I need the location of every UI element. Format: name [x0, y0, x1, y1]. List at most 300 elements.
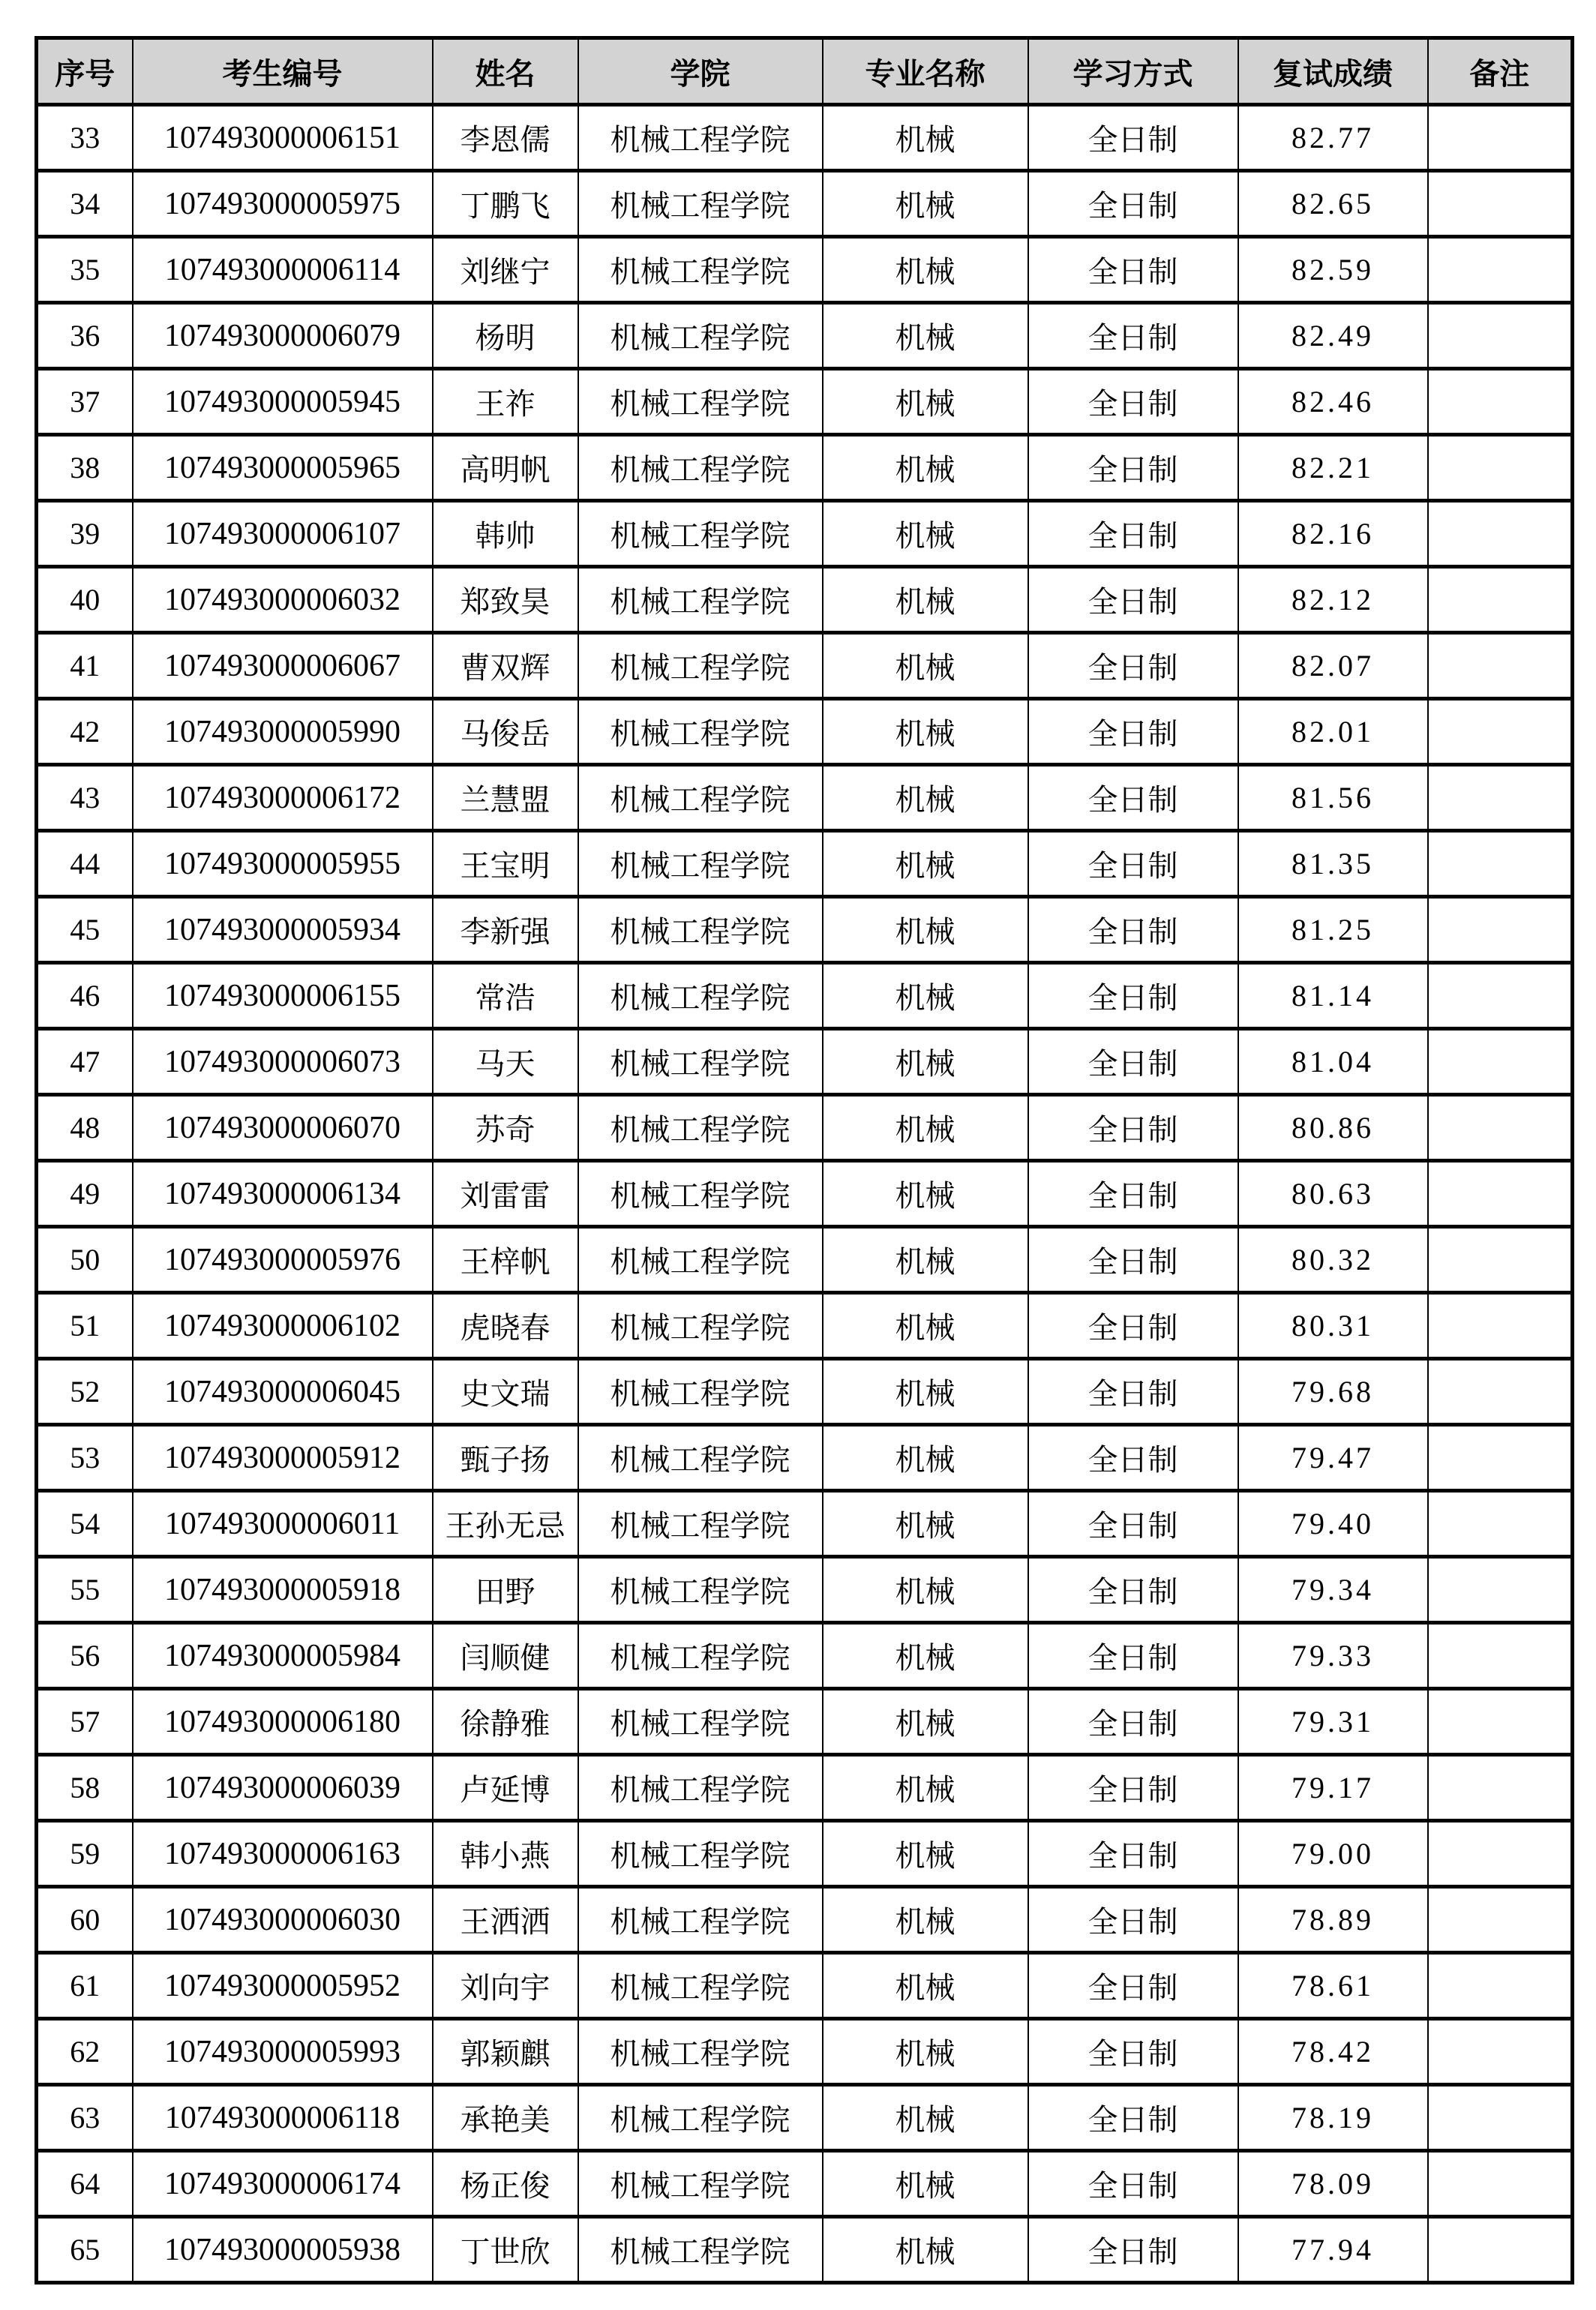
cell-college: 机械工程学院 [578, 105, 823, 171]
cell-score: 79.31 [1238, 1689, 1428, 1755]
cell-score: 82.49 [1238, 303, 1428, 369]
cell-study-mode: 全日制 [1028, 1029, 1238, 1095]
col-header-study-mode: 学习方式 [1028, 38, 1238, 105]
cell-study-mode: 全日制 [1028, 1095, 1238, 1161]
cell-name: 兰慧盟 [433, 765, 578, 831]
table-row [37, 1095, 1573, 1161]
cell-college: 机械工程学院 [578, 1557, 823, 1623]
cell-study-mode: 全日制 [1028, 1425, 1238, 1491]
table-row [37, 567, 1573, 633]
cell-remarks [1428, 2019, 1573, 2085]
cell-major: 机械 [823, 501, 1028, 567]
cell-remarks [1428, 633, 1573, 699]
cell-candidate-id: 107493000006030 [133, 1887, 433, 1953]
table-row [37, 237, 1573, 303]
cell-name: 徐静雅 [433, 1689, 578, 1755]
table-row [37, 1623, 1573, 1689]
table-row [37, 1953, 1573, 2019]
cell-score: 82.01 [1238, 699, 1428, 765]
cell-index: 53 [37, 1425, 133, 1491]
cell-college: 机械工程学院 [578, 1227, 823, 1293]
col-header-index: 序号 [37, 38, 133, 105]
cell-major: 机械 [823, 237, 1028, 303]
cell-index: 37 [37, 369, 133, 435]
cell-remarks [1428, 2085, 1573, 2151]
cell-major: 机械 [823, 831, 1028, 897]
cell-candidate-id: 107493000005945 [133, 369, 433, 435]
cell-college: 机械工程学院 [578, 2019, 823, 2085]
cell-study-mode: 全日制 [1028, 2217, 1238, 2283]
cell-college: 机械工程学院 [578, 1755, 823, 1821]
cell-study-mode: 全日制 [1028, 567, 1238, 633]
cell-index: 64 [37, 2151, 133, 2217]
cell-college: 机械工程学院 [578, 1293, 823, 1359]
cell-major: 机械 [823, 897, 1028, 963]
table-row [37, 699, 1573, 765]
cell-score: 79.34 [1238, 1557, 1428, 1623]
cell-major: 机械 [823, 2085, 1028, 2151]
cell-study-mode: 全日制 [1028, 897, 1238, 963]
cell-name: 史文瑞 [433, 1359, 578, 1425]
cell-score: 80.86 [1238, 1095, 1428, 1161]
cell-name: 杨正俊 [433, 2151, 578, 2217]
cell-index: 58 [37, 1755, 133, 1821]
col-header-college: 学院 [578, 38, 823, 105]
cell-remarks [1428, 1623, 1573, 1689]
table-row [37, 1755, 1573, 1821]
cell-study-mode: 全日制 [1028, 633, 1238, 699]
cell-candidate-id: 107493000006073 [133, 1029, 433, 1095]
cell-score: 81.04 [1238, 1029, 1428, 1095]
cell-major: 机械 [823, 2019, 1028, 2085]
cell-major: 机械 [823, 369, 1028, 435]
cell-study-mode: 全日制 [1028, 1557, 1238, 1623]
cell-index: 52 [37, 1359, 133, 1425]
cell-study-mode: 全日制 [1028, 1887, 1238, 1953]
cell-major: 机械 [823, 1755, 1028, 1821]
table-row [37, 1293, 1573, 1359]
cell-index: 55 [37, 1557, 133, 1623]
cell-major: 机械 [823, 567, 1028, 633]
cell-score: 80.32 [1238, 1227, 1428, 1293]
cell-name: 郑致昊 [433, 567, 578, 633]
header-row [37, 38, 1573, 105]
cell-score: 82.16 [1238, 501, 1428, 567]
table-row [37, 831, 1573, 897]
cell-index: 39 [37, 501, 133, 567]
cell-remarks [1428, 1359, 1573, 1425]
cell-index: 61 [37, 1953, 133, 2019]
cell-score: 79.40 [1238, 1491, 1428, 1557]
cell-remarks [1428, 1161, 1573, 1227]
cell-index: 42 [37, 699, 133, 765]
cell-remarks [1428, 1293, 1573, 1359]
cell-major: 机械 [823, 1293, 1028, 1359]
cell-study-mode: 全日制 [1028, 1161, 1238, 1227]
table-row [37, 435, 1573, 501]
cell-score: 80.63 [1238, 1161, 1428, 1227]
cell-index: 51 [37, 1293, 133, 1359]
cell-study-mode: 全日制 [1028, 2151, 1238, 2217]
cell-remarks [1428, 897, 1573, 963]
table-row [37, 633, 1573, 699]
cell-remarks [1428, 303, 1573, 369]
cell-remarks [1428, 105, 1573, 171]
cell-remarks [1428, 501, 1573, 567]
table-row [37, 2019, 1573, 2085]
cell-college: 机械工程学院 [578, 1821, 823, 1887]
cell-index: 34 [37, 171, 133, 237]
cell-index: 49 [37, 1161, 133, 1227]
cell-candidate-id: 107493000005912 [133, 1425, 433, 1491]
cell-college: 机械工程学院 [578, 1095, 823, 1161]
cell-index: 50 [37, 1227, 133, 1293]
cell-major: 机械 [823, 1821, 1028, 1887]
cell-major: 机械 [823, 1095, 1028, 1161]
cell-candidate-id: 107493000006151 [133, 105, 433, 171]
cell-candidate-id: 107493000005993 [133, 2019, 433, 2085]
cell-study-mode: 全日制 [1028, 1821, 1238, 1887]
cell-study-mode: 全日制 [1028, 303, 1238, 369]
cell-study-mode: 全日制 [1028, 171, 1238, 237]
cell-college: 机械工程学院 [578, 1689, 823, 1755]
cell-major: 机械 [823, 1491, 1028, 1557]
table-row [37, 1689, 1573, 1755]
cell-study-mode: 全日制 [1028, 1953, 1238, 2019]
cell-remarks [1428, 1029, 1573, 1095]
cell-score: 82.59 [1238, 237, 1428, 303]
cell-name: 王孙无忌 [433, 1491, 578, 1557]
cell-candidate-id: 107493000006114 [133, 237, 433, 303]
cell-score: 77.94 [1238, 2217, 1428, 2283]
cell-major: 机械 [823, 435, 1028, 501]
cell-study-mode: 全日制 [1028, 237, 1238, 303]
cell-name: 马天 [433, 1029, 578, 1095]
cell-name: 丁鹏飞 [433, 171, 578, 237]
cell-college: 机械工程学院 [578, 1887, 823, 1953]
col-header-score: 复试成绩 [1238, 38, 1428, 105]
cell-candidate-id: 107493000006070 [133, 1095, 433, 1161]
cell-index: 38 [37, 435, 133, 501]
cell-index: 57 [37, 1689, 133, 1755]
cell-major: 机械 [823, 1029, 1028, 1095]
cell-name: 王宝明 [433, 831, 578, 897]
cell-score: 79.47 [1238, 1425, 1428, 1491]
table-row [37, 2085, 1573, 2151]
cell-candidate-id: 107493000006107 [133, 501, 433, 567]
cell-study-mode: 全日制 [1028, 1623, 1238, 1689]
cell-index: 59 [37, 1821, 133, 1887]
cell-index: 33 [37, 105, 133, 171]
cell-name: 王祚 [433, 369, 578, 435]
cell-candidate-id: 107493000006180 [133, 1689, 433, 1755]
cell-name: 曹双辉 [433, 633, 578, 699]
cell-candidate-id: 107493000005965 [133, 435, 433, 501]
cell-college: 机械工程学院 [578, 1623, 823, 1689]
cell-college: 机械工程学院 [578, 2217, 823, 2283]
cell-index: 44 [37, 831, 133, 897]
cell-study-mode: 全日制 [1028, 1689, 1238, 1755]
col-header-major: 专业名称 [823, 38, 1028, 105]
cell-remarks [1428, 369, 1573, 435]
cell-candidate-id: 107493000005955 [133, 831, 433, 897]
cell-score: 82.21 [1238, 435, 1428, 501]
col-header-candidate-id: 考生编号 [133, 38, 433, 105]
cell-college: 机械工程学院 [578, 435, 823, 501]
cell-name: 虎晓春 [433, 1293, 578, 1359]
cell-candidate-id: 107493000006174 [133, 2151, 433, 2217]
cell-candidate-id: 107493000006118 [133, 2085, 433, 2151]
cell-remarks [1428, 2151, 1573, 2217]
cell-candidate-id: 107493000006039 [133, 1755, 433, 1821]
cell-score: 82.77 [1238, 105, 1428, 171]
table-row [37, 1557, 1573, 1623]
cell-candidate-id: 107493000005952 [133, 1953, 433, 2019]
cell-study-mode: 全日制 [1028, 765, 1238, 831]
cell-score: 82.12 [1238, 567, 1428, 633]
cell-score: 81.35 [1238, 831, 1428, 897]
cell-candidate-id: 107493000005976 [133, 1227, 433, 1293]
cell-college: 机械工程学院 [578, 1359, 823, 1425]
cell-study-mode: 全日制 [1028, 105, 1238, 171]
cell-college: 机械工程学院 [578, 897, 823, 963]
cell-candidate-id: 107493000006079 [133, 303, 433, 369]
cell-college: 机械工程学院 [578, 699, 823, 765]
cell-name: 苏奇 [433, 1095, 578, 1161]
cell-study-mode: 全日制 [1028, 1491, 1238, 1557]
cell-major: 机械 [823, 1887, 1028, 1953]
cell-index: 62 [37, 2019, 133, 2085]
cell-score: 78.19 [1238, 2085, 1428, 2151]
cell-candidate-id: 107493000006032 [133, 567, 433, 633]
table-row [37, 897, 1573, 963]
cell-index: 36 [37, 303, 133, 369]
cell-study-mode: 全日制 [1028, 2019, 1238, 2085]
cell-remarks [1428, 1887, 1573, 1953]
cell-index: 60 [37, 1887, 133, 1953]
table-row [37, 501, 1573, 567]
cell-major: 机械 [823, 1953, 1028, 2019]
cell-index: 63 [37, 2085, 133, 2151]
cell-remarks [1428, 831, 1573, 897]
cell-index: 43 [37, 765, 133, 831]
cell-major: 机械 [823, 1359, 1028, 1425]
table-row [37, 1161, 1573, 1227]
cell-index: 35 [37, 237, 133, 303]
cell-candidate-id: 107493000005918 [133, 1557, 433, 1623]
cell-college: 机械工程学院 [578, 171, 823, 237]
cell-name: 刘向宇 [433, 1953, 578, 2019]
cell-name: 王洒洒 [433, 1887, 578, 1953]
cell-name: 田野 [433, 1557, 578, 1623]
cell-score: 81.56 [1238, 765, 1428, 831]
cell-name: 马俊岳 [433, 699, 578, 765]
cell-college: 机械工程学院 [578, 1491, 823, 1557]
cell-score: 81.25 [1238, 897, 1428, 963]
cell-candidate-id: 107493000006155 [133, 963, 433, 1029]
cell-study-mode: 全日制 [1028, 831, 1238, 897]
cell-name: 王梓帆 [433, 1227, 578, 1293]
cell-college: 机械工程学院 [578, 831, 823, 897]
table-row [37, 1821, 1573, 1887]
cell-major: 机械 [823, 699, 1028, 765]
cell-remarks [1428, 1491, 1573, 1557]
cell-index: 48 [37, 1095, 133, 1161]
table-row [37, 1425, 1573, 1491]
cell-major: 机械 [823, 1227, 1028, 1293]
cell-remarks [1428, 1689, 1573, 1755]
table-row [37, 1227, 1573, 1293]
cell-major: 机械 [823, 2151, 1028, 2217]
cell-major: 机械 [823, 1689, 1028, 1755]
col-header-remarks: 备注 [1428, 38, 1573, 105]
cell-score: 79.33 [1238, 1623, 1428, 1689]
cell-remarks [1428, 567, 1573, 633]
cell-college: 机械工程学院 [578, 1161, 823, 1227]
cell-candidate-id: 107493000006067 [133, 633, 433, 699]
cell-college: 机械工程学院 [578, 2151, 823, 2217]
cell-major: 机械 [823, 633, 1028, 699]
cell-name: 承艳美 [433, 2085, 578, 2151]
cell-index: 46 [37, 963, 133, 1029]
cell-major: 机械 [823, 1161, 1028, 1227]
table-row [37, 1359, 1573, 1425]
cell-score: 78.61 [1238, 1953, 1428, 2019]
cell-name: 常浩 [433, 963, 578, 1029]
cell-candidate-id: 107493000006163 [133, 1821, 433, 1887]
cell-college: 机械工程学院 [578, 765, 823, 831]
cell-study-mode: 全日制 [1028, 1227, 1238, 1293]
cell-name: 闫顺健 [433, 1623, 578, 1689]
cell-remarks [1428, 1227, 1573, 1293]
cell-college: 机械工程学院 [578, 1029, 823, 1095]
cell-college: 机械工程学院 [578, 237, 823, 303]
cell-name: 丁世欣 [433, 2217, 578, 2283]
cell-remarks [1428, 2217, 1573, 2283]
cell-score: 82.46 [1238, 369, 1428, 435]
cell-major: 机械 [823, 765, 1028, 831]
cell-remarks [1428, 435, 1573, 501]
cell-college: 机械工程学院 [578, 1425, 823, 1491]
col-header-name: 姓名 [433, 38, 578, 105]
cell-name: 韩帅 [433, 501, 578, 567]
cell-name: 李新强 [433, 897, 578, 963]
table-row [37, 171, 1573, 237]
cell-score: 78.89 [1238, 1887, 1428, 1953]
cell-study-mode: 全日制 [1028, 963, 1238, 1029]
cell-major: 机械 [823, 105, 1028, 171]
cell-candidate-id: 107493000006011 [133, 1491, 433, 1557]
cell-remarks [1428, 963, 1573, 1029]
cell-study-mode: 全日制 [1028, 501, 1238, 567]
cell-study-mode: 全日制 [1028, 435, 1238, 501]
cell-remarks [1428, 1953, 1573, 2019]
cell-candidate-id: 107493000005934 [133, 897, 433, 963]
cell-candidate-id: 107493000005984 [133, 1623, 433, 1689]
cell-candidate-id: 107493000006102 [133, 1293, 433, 1359]
cell-college: 机械工程学院 [578, 369, 823, 435]
cell-score: 82.65 [1238, 171, 1428, 237]
cell-candidate-id: 107493000006134 [133, 1161, 433, 1227]
cell-college: 机械工程学院 [578, 1953, 823, 2019]
cell-name: 刘继宁 [433, 237, 578, 303]
table-row [37, 963, 1573, 1029]
cell-score: 79.00 [1238, 1821, 1428, 1887]
cell-study-mode: 全日制 [1028, 369, 1238, 435]
cell-name: 刘雷雷 [433, 1161, 578, 1227]
cell-name: 卢延博 [433, 1755, 578, 1821]
table-row [37, 1029, 1573, 1095]
cell-remarks [1428, 699, 1573, 765]
cell-study-mode: 全日制 [1028, 1293, 1238, 1359]
cell-name: 高明帆 [433, 435, 578, 501]
cell-name: 郭颖麒 [433, 2019, 578, 2085]
cell-score: 81.14 [1238, 963, 1428, 1029]
cell-college: 机械工程学院 [578, 501, 823, 567]
cell-remarks [1428, 1821, 1573, 1887]
cell-major: 机械 [823, 2217, 1028, 2283]
cell-candidate-id: 107493000005938 [133, 2217, 433, 2283]
cell-candidate-id: 107493000005990 [133, 699, 433, 765]
cell-major: 机械 [823, 1623, 1028, 1689]
cell-remarks [1428, 171, 1573, 237]
cell-name: 韩小燕 [433, 1821, 578, 1887]
cell-remarks [1428, 1095, 1573, 1161]
table-row [37, 2217, 1573, 2283]
cell-college: 机械工程学院 [578, 303, 823, 369]
table-row [37, 1491, 1573, 1557]
cell-index: 47 [37, 1029, 133, 1095]
cell-college: 机械工程学院 [578, 567, 823, 633]
cell-study-mode: 全日制 [1028, 1359, 1238, 1425]
table-row [37, 2151, 1573, 2217]
cell-score: 80.31 [1238, 1293, 1428, 1359]
cell-index: 56 [37, 1623, 133, 1689]
cell-name: 杨明 [433, 303, 578, 369]
cell-study-mode: 全日制 [1028, 1755, 1238, 1821]
table-body [37, 105, 1573, 2283]
cell-major: 机械 [823, 1425, 1028, 1491]
table-row [37, 1887, 1573, 1953]
cell-index: 65 [37, 2217, 133, 2283]
table-row [37, 765, 1573, 831]
table-row [37, 303, 1573, 369]
cell-candidate-id: 107493000006045 [133, 1359, 433, 1425]
cell-major: 机械 [823, 171, 1028, 237]
cell-college: 机械工程学院 [578, 963, 823, 1029]
cell-name: 甄子扬 [433, 1425, 578, 1491]
results-table [34, 36, 1574, 2284]
cell-major: 机械 [823, 303, 1028, 369]
cell-college: 机械工程学院 [578, 2085, 823, 2151]
cell-study-mode: 全日制 [1028, 699, 1238, 765]
table-header [37, 38, 1573, 105]
cell-remarks [1428, 1755, 1573, 1821]
cell-candidate-id: 107493000005975 [133, 171, 433, 237]
cell-remarks [1428, 237, 1573, 303]
cell-name: 李恩儒 [433, 105, 578, 171]
cell-remarks [1428, 765, 1573, 831]
cell-major: 机械 [823, 1557, 1028, 1623]
cell-remarks [1428, 1557, 1573, 1623]
cell-remarks [1428, 1425, 1573, 1491]
cell-score: 78.42 [1238, 2019, 1428, 2085]
cell-index: 45 [37, 897, 133, 963]
cell-index: 40 [37, 567, 133, 633]
cell-score: 78.09 [1238, 2151, 1428, 2217]
cell-study-mode: 全日制 [1028, 2085, 1238, 2151]
cell-candidate-id: 107493000006172 [133, 765, 433, 831]
